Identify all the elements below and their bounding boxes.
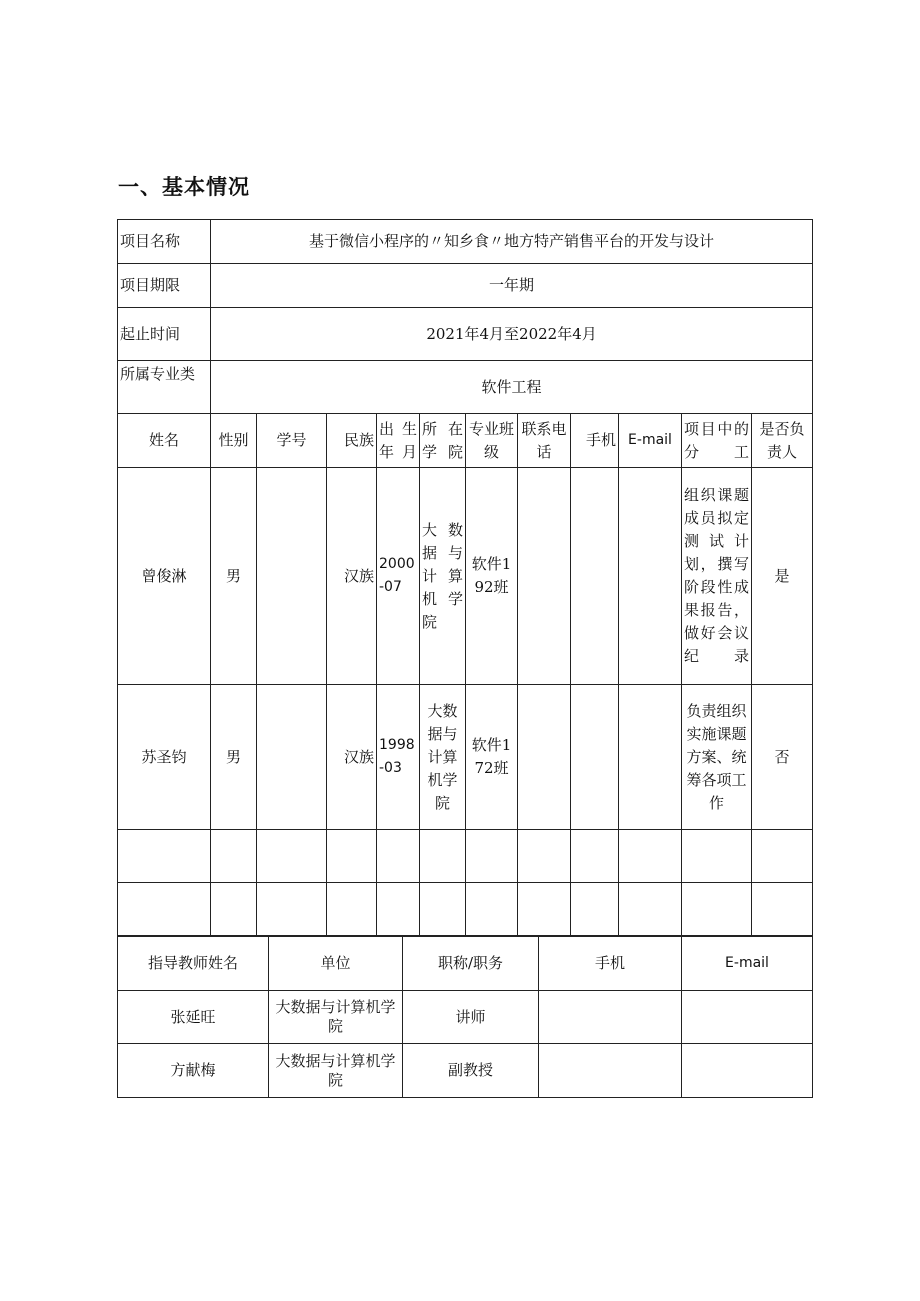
- advisor-header-title: 职称/职务: [403, 937, 539, 991]
- advisor-row: [118, 1044, 813, 1098]
- member-phone: [518, 685, 571, 830]
- member-email: [619, 685, 682, 830]
- header-leader: 是否负责人: [752, 414, 813, 468]
- member-name: 苏圣钧: [118, 685, 211, 830]
- advisor-header-unit: 单位: [269, 937, 403, 991]
- member-birth: 1998-03: [377, 685, 420, 830]
- project-time-value: 2021年4月至2022年4月: [211, 308, 813, 361]
- advisor-title: 讲师: [403, 991, 539, 1044]
- header-gender: 性别: [211, 414, 257, 468]
- header-name: 姓名: [118, 414, 211, 468]
- member-gender: 男: [211, 685, 257, 830]
- member-class: 软件172班: [466, 685, 518, 830]
- member-college: 大数据与计算机学院: [420, 468, 466, 685]
- project-time-label: 起止时间: [118, 308, 211, 361]
- project-major-value: 软件工程: [211, 361, 813, 414]
- member-class: 软件192班: [466, 468, 518, 685]
- advisors-table: [117, 936, 813, 1098]
- member-name: 曾俊淋: [118, 468, 211, 685]
- header-phone: 联系电话: [518, 414, 571, 468]
- header-college: 所在学院: [420, 414, 466, 468]
- header-ethnicity: 民族: [327, 414, 377, 468]
- member-leader: 否: [752, 685, 813, 830]
- advisor-email: [682, 1044, 813, 1098]
- project-major-label: 所属专业类: [118, 361, 211, 414]
- member-student-id: [257, 468, 327, 685]
- project-name-value: 基于微信小程序的〃知乡食〃地方特产销售平台的开发与设计: [211, 220, 813, 264]
- member-gender: 男: [211, 468, 257, 685]
- header-role: 项目中的分工: [682, 414, 752, 468]
- member-row: [118, 685, 813, 830]
- member-mobile: [571, 685, 619, 830]
- member-college: 大数据与计算机学院: [420, 685, 466, 830]
- header-class: 专业班级: [466, 414, 518, 468]
- project-name-label: 项目名称: [118, 220, 211, 264]
- member-row-empty: [118, 883, 813, 936]
- advisor-title: 副教授: [403, 1044, 539, 1098]
- advisor-row: [118, 991, 813, 1044]
- advisor-name: 张延旺: [118, 991, 269, 1044]
- advisor-header-name: 指导教师姓名: [118, 937, 269, 991]
- member-leader: 是: [752, 468, 813, 685]
- member-email: [619, 468, 682, 685]
- member-birth: 2000-07: [377, 468, 420, 685]
- member-ethnicity: 汉族: [327, 685, 377, 830]
- section-title: 一、基本情况: [118, 175, 250, 199]
- advisor-header-email: E-mail: [682, 937, 813, 991]
- advisor-email: [682, 991, 813, 1044]
- advisors-header-row: [118, 937, 813, 991]
- advisor-mobile: [539, 1044, 682, 1098]
- project-time-row: [118, 308, 813, 361]
- advisor-unit: 大数据与计算机学院: [269, 991, 403, 1044]
- member-mobile: [571, 468, 619, 685]
- member-phone: [518, 468, 571, 685]
- header-email: E-mail: [619, 414, 682, 468]
- member-ethnicity: 汉族: [327, 468, 377, 685]
- project-major-row: [118, 361, 813, 414]
- member-row: [118, 468, 813, 685]
- member-student-id: [257, 685, 327, 830]
- header-mobile: 手机: [571, 414, 619, 468]
- header-birth: 出生年月: [377, 414, 420, 468]
- member-role: 负责组织实施课题方案、统筹各项工作: [682, 685, 752, 830]
- advisor-header-mobile: 手机: [539, 937, 682, 991]
- project-info-table: [117, 219, 813, 936]
- project-name-row: [118, 220, 813, 264]
- member-role: 组织课题成员拟定测试计划，撰写阶段性成果报告，做好会议纪录: [682, 468, 752, 685]
- project-period-row: [118, 264, 813, 308]
- header-student-id: 学号: [257, 414, 327, 468]
- member-row-empty: [118, 830, 813, 883]
- advisor-mobile: [539, 991, 682, 1044]
- members-header-row: [118, 414, 813, 468]
- advisor-unit: 大数据与计算机学院: [269, 1044, 403, 1098]
- advisor-name: 方献梅: [118, 1044, 269, 1098]
- project-period-label: 项目期限: [118, 264, 211, 308]
- project-period-value: 一年期: [211, 264, 813, 308]
